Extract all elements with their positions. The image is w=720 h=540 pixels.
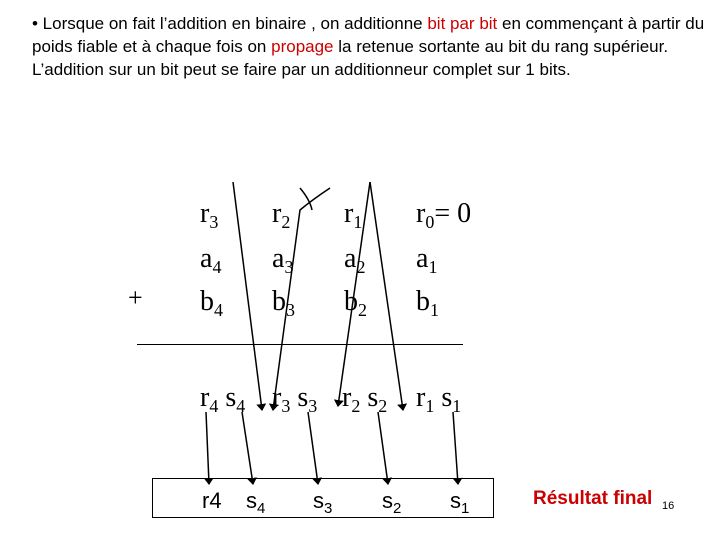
operand-a3: $a_3$ bbox=[272, 243, 294, 277]
carry-arrow-r3-curve bbox=[300, 188, 312, 210]
arrow-s4 bbox=[242, 412, 253, 484]
sum-r1-s1: $r_1$ $s_1$ bbox=[416, 382, 462, 416]
operand-b3: $b_3$ bbox=[272, 286, 295, 320]
carry-r3: $r_3$ bbox=[200, 198, 219, 232]
arrow-s1 bbox=[453, 412, 458, 484]
result-s2: $s_2$ bbox=[382, 488, 402, 517]
carry-arrow-r3-to-r4 bbox=[233, 182, 262, 410]
carry-r0: $r_0= 0$ bbox=[416, 198, 472, 232]
intro-text-part: la retenue sortante au bit du rang supérieur. bbox=[333, 37, 669, 56]
carry-arrow-r1-to-r2 bbox=[370, 182, 403, 410]
result-s4: $s_4$ bbox=[246, 488, 266, 517]
operand-a4: $a_4$ bbox=[200, 243, 222, 277]
operand-b2: $b_2$ bbox=[344, 286, 367, 320]
intro-text-part: • Lorsque on fait l’addition en binaire , on additionne bbox=[32, 14, 428, 33]
sum-line bbox=[137, 344, 463, 345]
plus-sign: + bbox=[128, 283, 143, 312]
highlight-bit-par-bit: bit par bit bbox=[427, 14, 498, 33]
arrow-s2 bbox=[378, 412, 388, 484]
operand-a1: $a_1$ bbox=[416, 243, 438, 277]
intro-paragraph-2: L’addition sur un bit peut se faire par un additionneur complet sur 1 bits. bbox=[32, 60, 571, 79]
result-r4: r4 bbox=[202, 488, 222, 513]
final-result-label: Résultat final bbox=[533, 488, 653, 509]
intro-text-part: en commençant à partir du poids fiable et à chaque fois on bbox=[32, 14, 705, 56]
sum-r4-s4: $r_4$ $s_4$ bbox=[200, 382, 246, 416]
highlight-propage: propage bbox=[271, 37, 334, 56]
sum-r2-s2: $r_2$ $s_2$ bbox=[342, 382, 388, 416]
carry-r2: $r_2$ bbox=[272, 198, 291, 232]
sum-r3-s3: $r_3$ $s_3$ bbox=[272, 382, 318, 416]
operand-b1: $b_1$ bbox=[416, 286, 439, 320]
result-s1: $s_1$ bbox=[450, 488, 470, 517]
arrow-s3 bbox=[308, 412, 318, 484]
arrow-r4 bbox=[206, 412, 209, 484]
operand-a2: $a_2$ bbox=[344, 243, 366, 277]
result-s3: $s_3$ bbox=[313, 488, 333, 517]
carry-r1: $r_1$ bbox=[344, 198, 363, 232]
operand-b4: $b_4$ bbox=[200, 286, 223, 320]
page-number: 16 bbox=[662, 500, 675, 512]
